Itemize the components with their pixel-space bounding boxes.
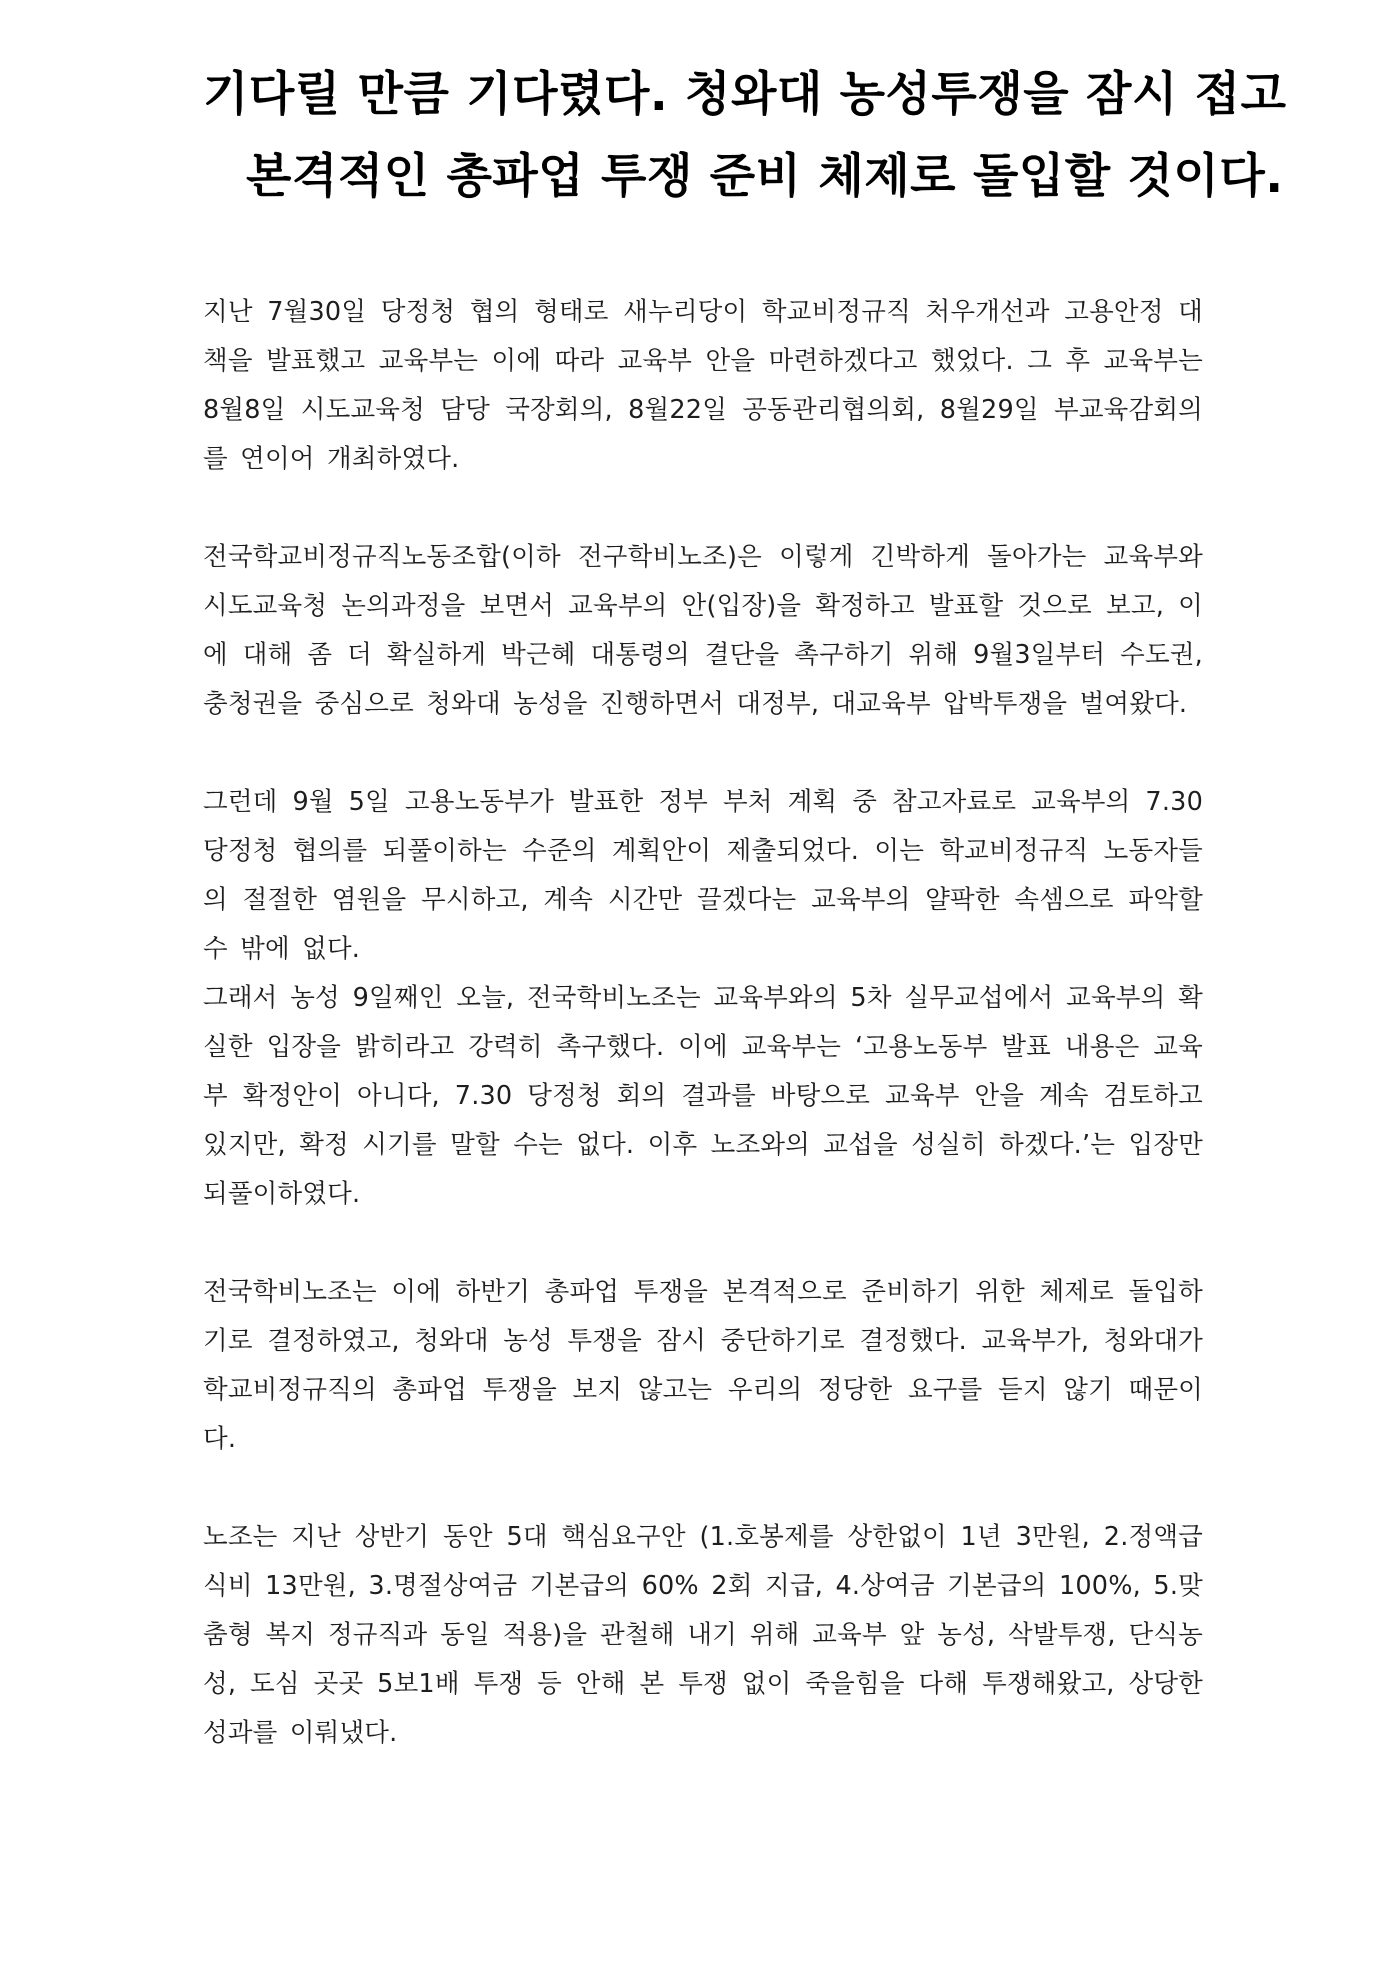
headline [203, 54, 1287, 218]
paragraph-strike-decision: 전국학비노조는 이에 하반기 총파업 투쟁을 본격적으로 준비하기 위한 체제로 돌입하기로 결정하였고, 청와대 농성 투쟁을 잠시 중단하기로 결정했다. 교육부가, 청와대가 학교비정규직의 총파업 투쟁을 보지 않고는 우리의 정당한 요구를 듣지 않기 때문이다. [203, 1277, 1203, 1454]
paragraph-negotiation-result: 그래서 농성 9일째인 오늘, 전국학비노조는 교육부와의 5차 실무교섭에서 교육부의 확실한 입장을 밝히라고 강력히 촉구했다. 이에 교육부는 ‘고용노동부 발표 내용은 교육부 확정안이 아니다, 7.30 당정청 회의 결과를 바탕으로 교육부 안을 계속 검토하고 있지만, 확정 시기를 말할 수는 없다. 이후 노조와의 교섭을 성실히 하겠다.’는 입장만 되풀이하였다. [203, 983, 1203, 1209]
headline-line-1: 기다릴 만큼 기다렸다. 청와대 농성투쟁을 잠시 접고 [203, 67, 1287, 122]
paragraph-core-demands: 노조는 지난 상반기 동안 5대 핵심요구안 (1.호봉제를 상한없이 1년 3만원, 2.정액급식비 13만원, 3.명절상여금 기본급의 60% 2회 지급, 4.상여금 기본급의 100%, 5.맞춤형 복지 정규직과 동일 적용)을 관철해 내기 위해 교육부 앞 농성, 삭발투쟁, 단식농성, 도심 곳곳 5보1배 투쟁 등 안해 본 투쟁 없이 죽을힘을 다해 투쟁해왔고, 상당한 성과를 이뤄냈다. [203, 1522, 1203, 1748]
headline-line-2: 본격적인 총파업 투쟁 준비 체제로 돌입할 것이다. [246, 149, 1284, 204]
document-body [203, 288, 1203, 1807]
paragraph-labor-ministry-plan: 그런데 9월 5일 고용노동부가 발표한 정부 부처 계획 중 참고자료로 교육부의 7.30 당정청 협의를 되풀이하는 수준의 계획안이 제출되었다. 이는 학교비정규직 노동자들의 절절한 염원을 무시하고, 계속 시간만 끌겠다는 교육부의 얄팍한 속셈으로 파악할 수 밖에 없다. [203, 787, 1203, 964]
paragraph-sit-in-background: 전국학교비정규직노동조합(이하 전구학비노조)은 이렇게 긴박하게 돌아가는 교육부와 시도교육청 논의과정을 보면서 교육부의 안(입장)을 확정하고 발표할 것으로 보고, 이에 대해 좀 더 확실하게 박근혜 대통령의 결단을 촉구하기 위해 9월3일부터 수도권, 충청권을 중심으로 청와대 농성을 진행하면서 대정부, 대교육부 압박투쟁을 벌여왔다. [203, 542, 1203, 719]
paragraph-policy-announcement: 지난 7월30일 당정청 협의 형태로 새누리당이 학교비정규직 처우개선과 고용안정 대책을 발표했고 교육부는 이에 따라 교육부 안을 마련하겠다고 했었다. 그 후 교육부는 8월8일 시도교육청 담당 국장회의, 8월22일 공동관리협의회, 8월29일 부교육감회의를 연이어 개최하였다. [203, 297, 1203, 474]
